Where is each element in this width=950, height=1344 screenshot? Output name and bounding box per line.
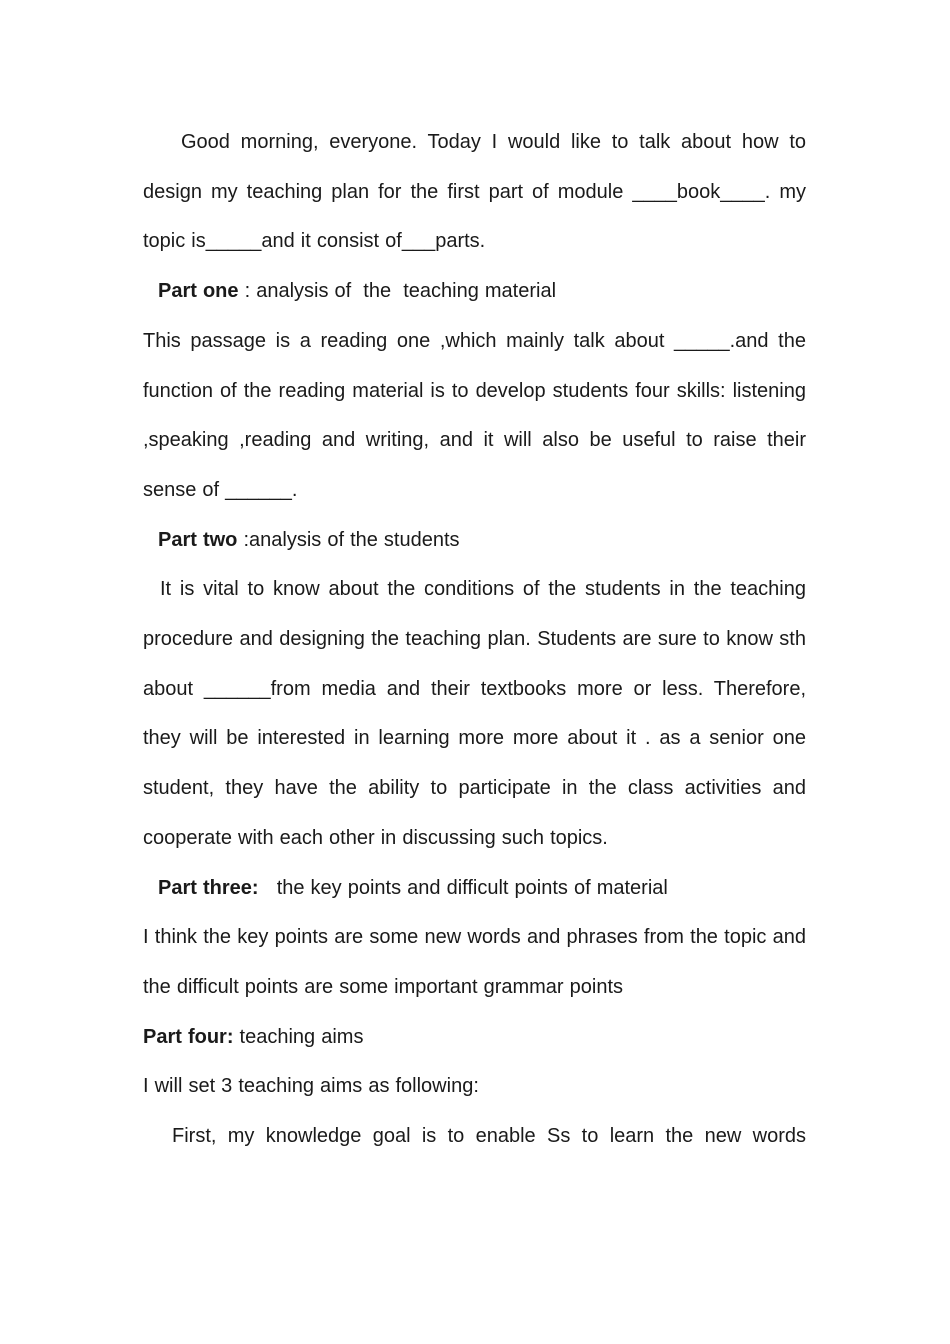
part-two-body — [143, 565, 806, 863]
intro-paragraph — [143, 118, 806, 267]
text-segment: : analysis of the teaching material — [238, 280, 557, 303]
text-segment: the key points and difficult points of material — [258, 876, 668, 899]
part-one-body — [143, 317, 806, 516]
text-segment: Good morning, everyone. Today I would like to talk about how to design my teaching plan for the first part of module ____book____. my topic is_____and it consist of___parts. — [143, 131, 806, 253]
text-segment: This passage is a reading one ,which mainly talk about _____.and the function of the reading material is to develop students four skills: listening ,speaking ,reading and writing, and it will also be useful to raise their sense of ______. — [143, 329, 806, 501]
text-segment: :analysis of the students — [237, 528, 460, 551]
text-segment: It is vital to know about the conditions of the students in the teaching procedure and designing the teaching plan. Students are sure to know sth about ______from media and their textbooks more or less. Therefore, they will be interested in learning more more about it . as a senior one student, they have the ability to participate in the class activities and cooperate with each other in discussing such topics. — [143, 578, 806, 849]
knowledge-goal-paragraph — [143, 1112, 806, 1162]
part-four-heading — [143, 1013, 806, 1063]
text-segment: I will set 3 teaching aims as following: — [143, 1075, 479, 1098]
text-segment: First, my knowledge goal is to enable Ss to learn the new words — [172, 1125, 806, 1148]
text-segment: I think the key points are some new words and phrases from the topic and the difficult points are some important grammar points — [143, 926, 806, 998]
heading-bold-label: Part one — [158, 280, 239, 303]
text-segment: teaching aims — [233, 1025, 364, 1048]
part-two-heading — [143, 516, 806, 566]
part-four-body — [143, 1062, 806, 1112]
heading-bold-label: Part two — [158, 528, 238, 551]
part-three-body — [143, 913, 806, 1012]
heading-bold-label: Part four: — [143, 1025, 234, 1048]
document-content — [143, 118, 806, 1162]
heading-bold-label: Part three: — [158, 876, 259, 899]
part-three-heading — [143, 864, 806, 914]
part-one-heading — [143, 267, 806, 317]
